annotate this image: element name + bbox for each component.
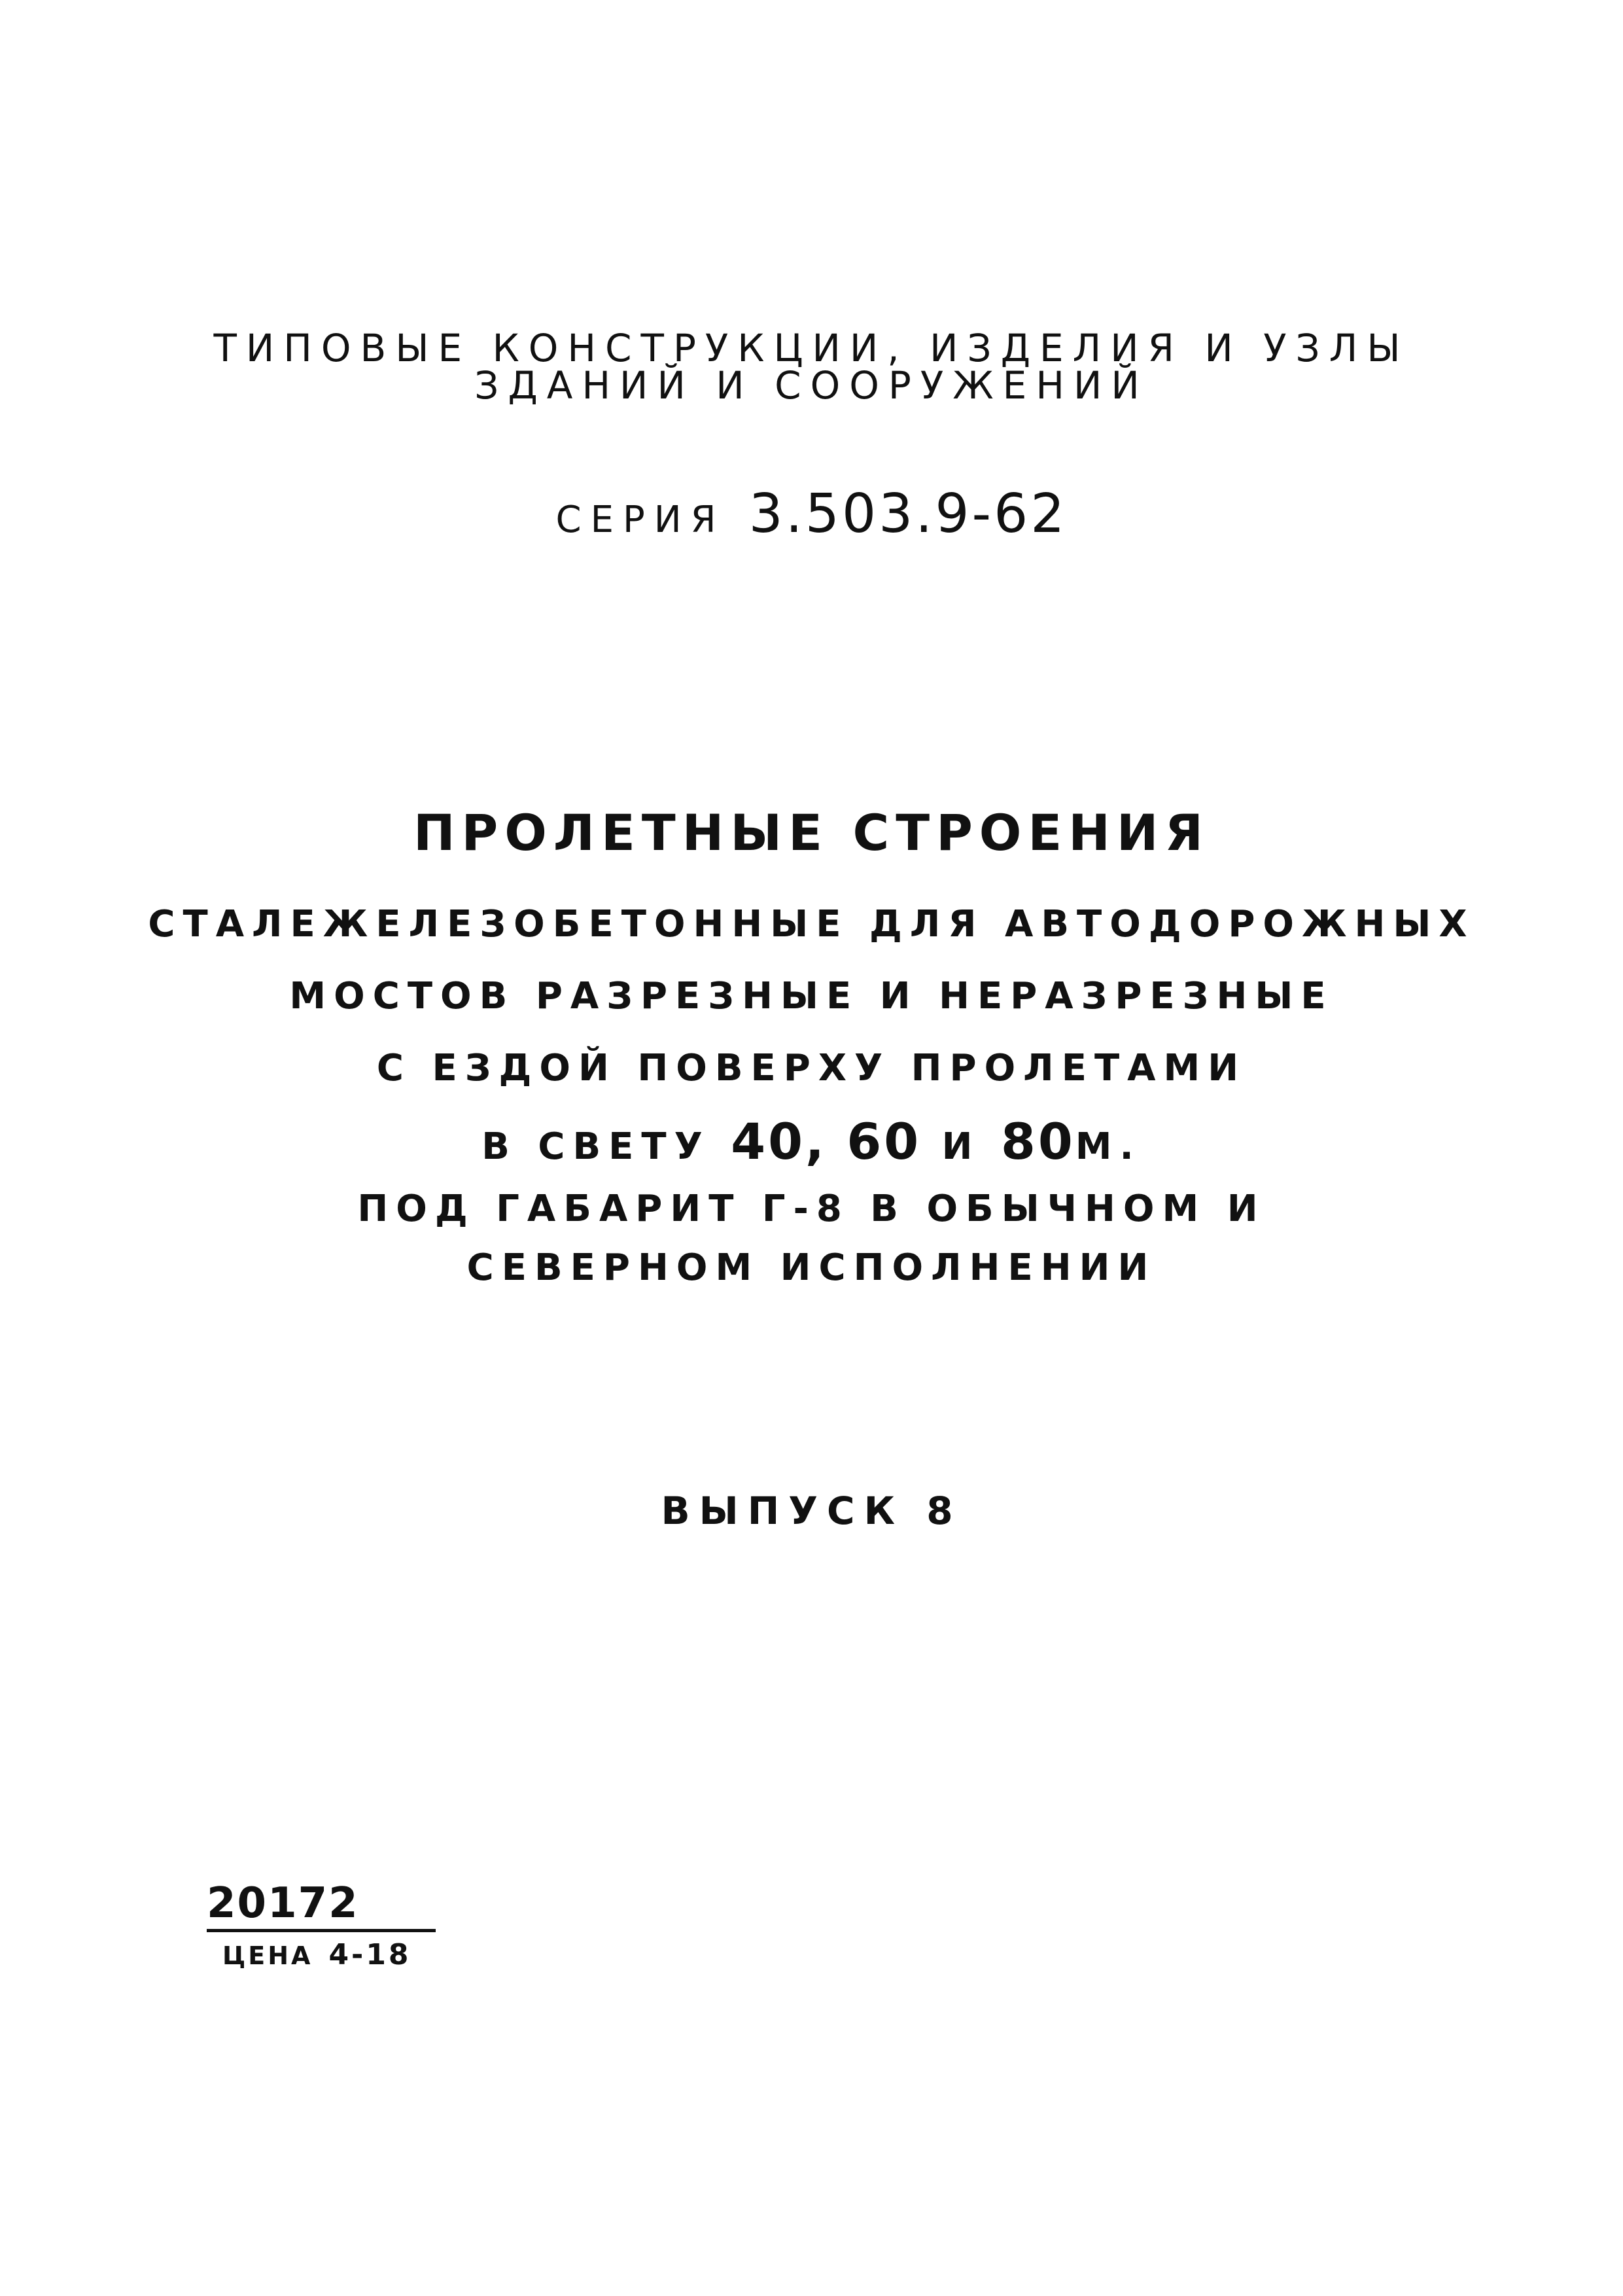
header-line-2: ЗДАНИЙ И СООРУЖЕНИЙ — [474, 363, 1149, 408]
price-label: ЦЕНА — [222, 1941, 313, 1970]
issue-label: ВЫПУСК — [661, 1489, 904, 1533]
series — [0, 483, 1623, 545]
description-line-3: С ЕЗДОЙ ПОВЕРХУ ПРОЛЕТАМИ — [376, 1047, 1247, 1089]
description-line-5: ПОД ГАБАРИТ Г-8 В ОБЫЧНОМ И — [357, 1188, 1266, 1230]
issue — [0, 1489, 1623, 1533]
description-prefix: В СВЕТУ — [481, 1125, 710, 1168]
inventory-underline — [207, 1929, 436, 1932]
series-number: 3.503.9-62 — [748, 483, 1068, 545]
inventory-number: 20172 — [207, 1879, 359, 1928]
price-value: 4-18 — [328, 1938, 411, 1971]
description-unit: М. — [1075, 1125, 1142, 1168]
description-span-last: 80 — [1001, 1112, 1075, 1171]
description-conj: И — [941, 1125, 981, 1168]
price — [222, 1938, 411, 1971]
description-line-1: СТАЛЕЖЕЛЕЗОБЕТОННЫЕ ДЛЯ АВТОДОРОЖНЫХ — [148, 903, 1475, 945]
description-line-6: СЕВЕРНОМ ИСПОЛНЕНИИ — [466, 1246, 1157, 1289]
header-line-1: ТИПОВЫЕ КОНСТРУКЦИИ, ИЗДЕЛИЯ И УЗЛЫ — [213, 326, 1410, 370]
description-line-4 — [0, 1112, 1623, 1171]
description-line-2: МОСТОВ РАЗРЕЗНЫЕ И НЕРАЗРЕЗНЫЕ — [289, 975, 1334, 1017]
series-label: СЕРИЯ — [555, 499, 725, 541]
description-spans: 40, 60 — [731, 1112, 922, 1171]
document-title: ПРОЛЕТНЫЕ СТРОЕНИЯ — [413, 804, 1210, 862]
issue-number: 8 — [926, 1489, 962, 1533]
